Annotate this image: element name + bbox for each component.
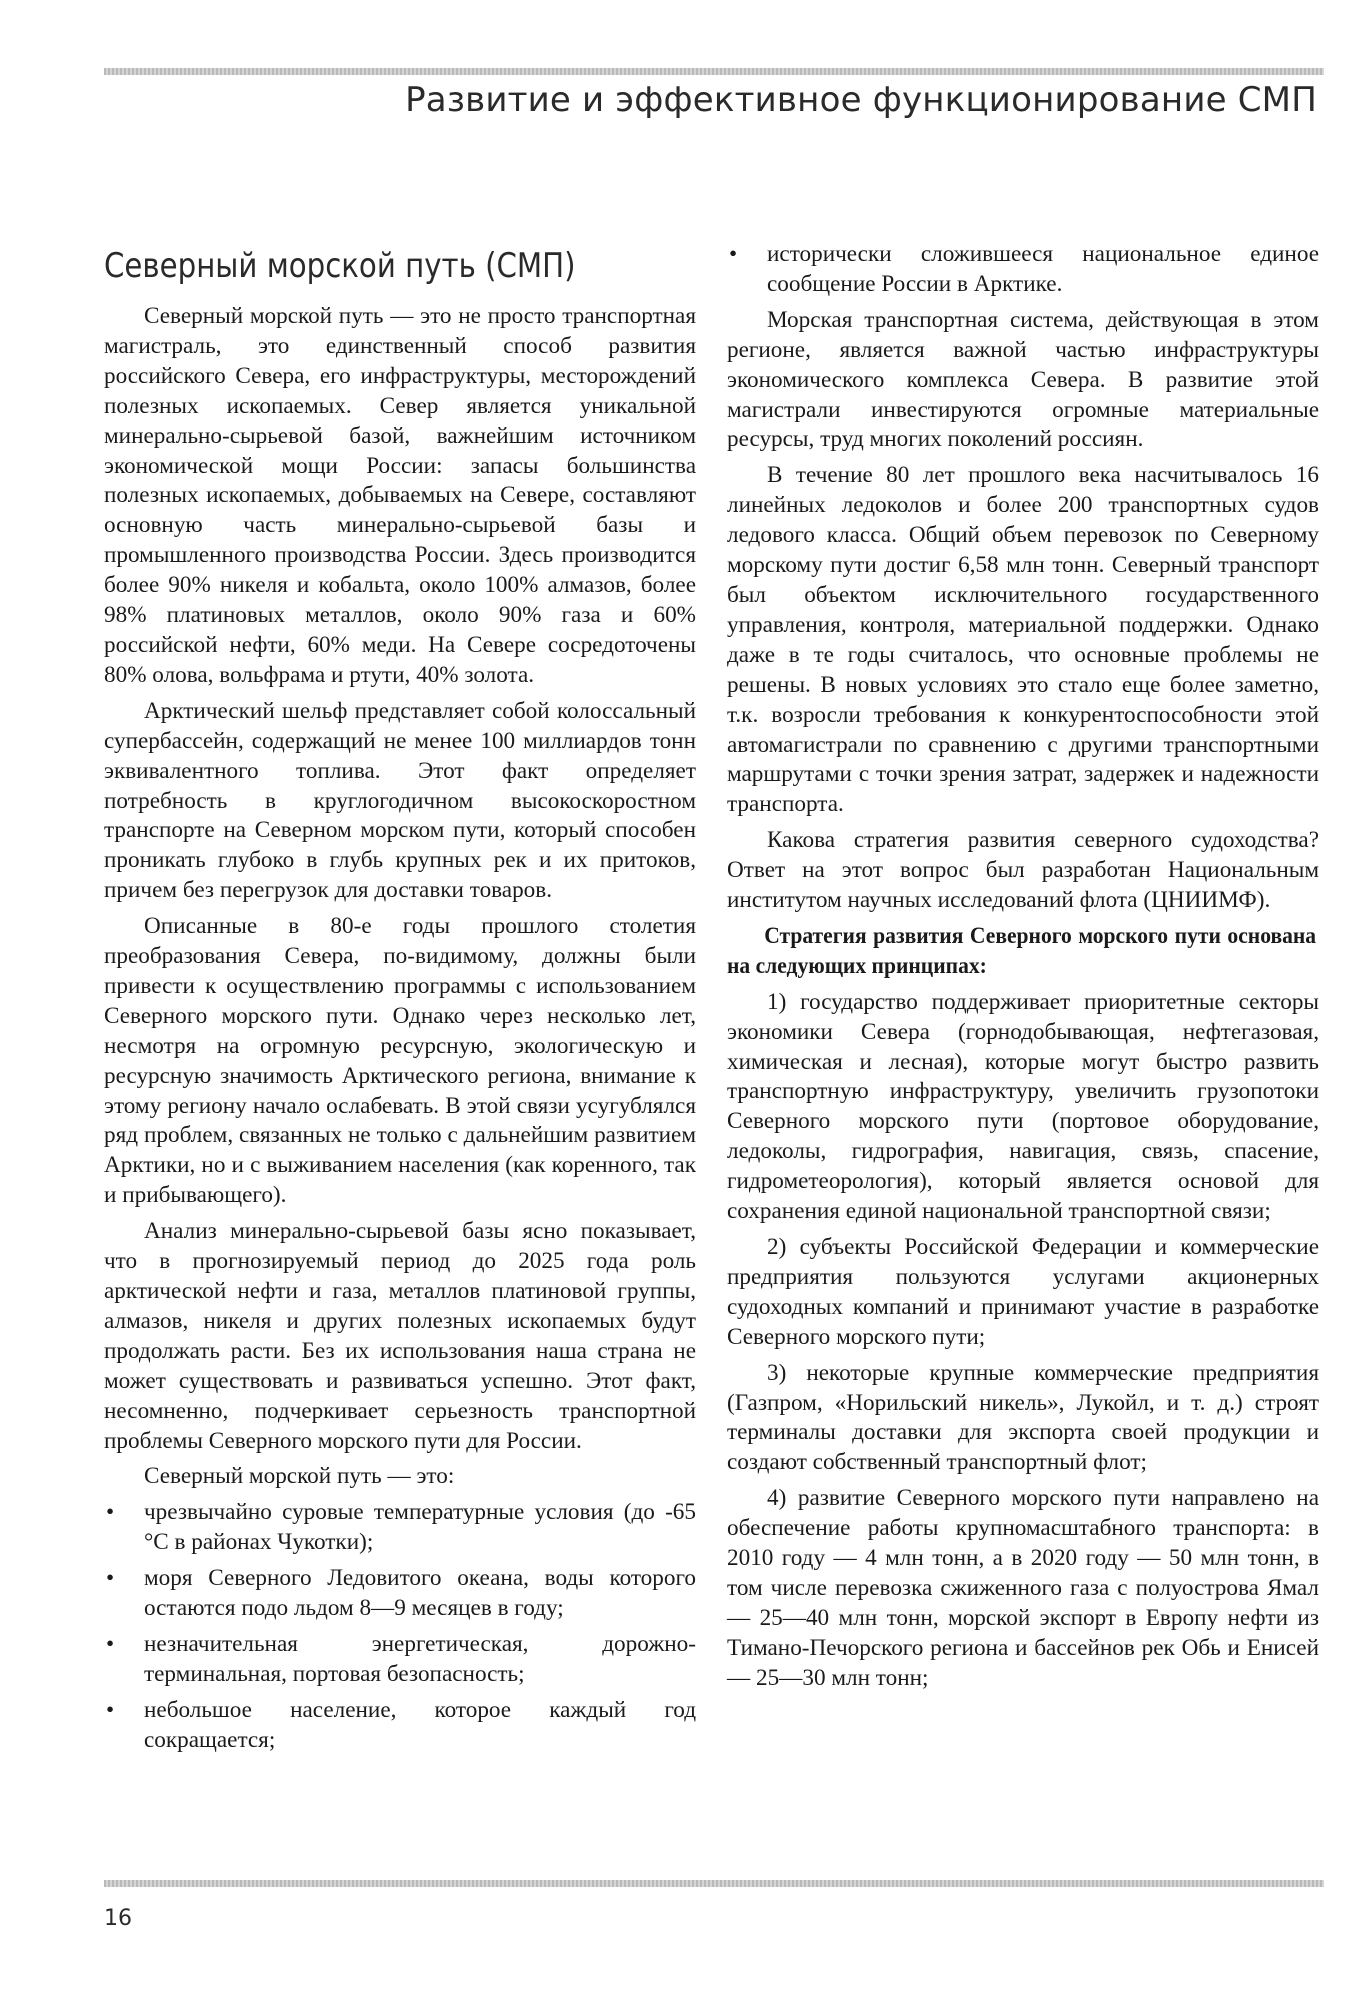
list-item (104, 1630, 696, 1690)
principle-item: 4) развитие Северного морского пути направлено на обеспечение работы крупномасштабного транспорта: в 2010 году — 4 млн тонн, а в 2020 году — 50 млн тонн, в том числе перевозка сжиженного газа с полуострова Ямал — 25—40 млн тонн, морской экспорт в Европу нефти из Тимано-Печорского региона и бассейнов рек Обь и Енисей — 25—30 млн тонн; (727, 1485, 1319, 1691)
bullet-list (104, 1498, 696, 1755)
principle-item: 3) некоторые крупные коммерческие предприятия (Газпром, «Норильский никель», Лукойл, и т. д.) строят терминалы доставки для экспорта своей продукции и создают собственный транспортный флот; (727, 1359, 1319, 1476)
list-item-text: исторически сложившееся национальное единое сообщение России в Арктике. (767, 241, 1319, 297)
bottom-rule (104, 1880, 1324, 1887)
paragraph: Арктический шельф представляет собой колоссальный супербассейн, содержащий не менее 100 миллиардов тонн эквивалентного топлива. Этот факт определяет потребность в круглогодичном высокоскоростном транспорте на Северном морском пути, который способен проникать глубоко в глубь крупных рек и их притоков, причем без перегрузок для доставки товаров. (104, 697, 696, 904)
section-title: Северный морской путь (СМП) (104, 246, 576, 286)
list-item-text: моря Северного Ледовитого океана, воды которого остаются подо льдом 8—9 месяцев в году; (144, 1565, 696, 1622)
bullet-list (727, 240, 1319, 300)
list-item (104, 1564, 696, 1624)
top-rule (104, 68, 1324, 75)
bullet-icon: • (106, 1696, 115, 1723)
list-item (727, 240, 1319, 300)
paragraph: Какова стратегия развития северного судоходства? Ответ на этот вопрос был разработан Национальным институтом научных исследований флота (ЦНИИМФ). (727, 827, 1319, 914)
list-item-text: чрезвычайно суровые температурные условия (до -65 °С в районах Чукотки); (144, 1499, 696, 1556)
bullet-icon: • (106, 1630, 115, 1657)
paragraph: Северный морской путь — это не просто транспортная магистраль, это единственный способ развития российского Севера, его инфраструктуры, месторождений полезных ископаемых. Север является уникальной минерально-сырьевой базой, важнейшим источником экономической мощи России: запасы большинства полезных ископаемых, добываемых на Севере, составляют основную часть минерально-сырьевой базы и промышленного производства России. Здесь производится более 90% никеля и кобальта, около 100% алмазов, более 98% платиновых металлов, около 90% газа и 60% российской нефти, 60% меди. На Севере сосредоточены 80% олова, вольфрама и ртути, 40% золота. (104, 303, 696, 688)
bullet-icon: • (106, 1565, 115, 1592)
list-item-text: небольшое население, которое каждый год сокращается; (144, 1696, 696, 1753)
left-column (104, 302, 696, 1762)
principle-item: 1) государство поддерживает приоритетные секторы экономики Севера (горнодобывающая, нефтегазовая, химическая и лесная), которые могут быстро развить транспортную инфраструктуру, увеличить грузопотоки Северного морского пути (портовое оборудование, ледоколы, гидрография, навигация, связь, спасение, гидрометеорология), который является основой для сохранения единой национальной транспортной связи; (727, 988, 1319, 1225)
paragraph: Морская транспортная система, действующая в этом регионе, является важной частью инфраструктуры экономического комплекса Севера. В развитие этой магистрали инвестируются огромные материальные ресурсы, труд многих поколений россиян. (727, 306, 1319, 453)
strategy-heading: Стратегия развития Северного морского пути основана на следующих принципах: (727, 922, 1317, 979)
list-item (104, 1696, 696, 1756)
bullet-icon: • (729, 241, 738, 267)
paragraph: Северный морской путь — это: (144, 1463, 455, 1490)
list-item-text: незначительная энергетическая, дорожно-терминальная, портовая безопасность; (144, 1630, 696, 1687)
bullet-icon: • (106, 1499, 115, 1526)
paragraph: Анализ минерально-сырьевой базы ясно показывает, что в прогнозируемый период до 2025 года роль арктической нефти и газа, металлов платиновой группы, алмазов, никеля и других полезных ископаемых будут продолжать расти. Без их использования наша страна не может существовать и развиваться успешно. Этот факт, несомненно, подчеркивает серьезность транспортной проблемы Северного морского пути для России. (104, 1218, 696, 1454)
right-column (727, 240, 1319, 1700)
paragraph: Описанные в 80-е годы прошлого столетия преобразования Севера, по-видимому, должны были привести к осуществлению программы с использованием Северного морского пути. Однако через несколько лет, несмотря на огромную ресурсную, экологическую и ресурсную значимость Арктического региона, внимание к этому региону начало ослабевать. В этой связи усугублялся ряд проблем, связанных не только с дальнейшим развитием Арктики, но и с выживанием населения (как коренного, так и прибывающего). (104, 913, 696, 1209)
page-number: 16 (104, 1906, 132, 1931)
principle-item: 2) субъекты Российской Федерации и коммерческие предприятия пользуются услугами акционерных судоходных компаний и принимают участие в разработке Северного морского пути; (727, 1234, 1319, 1350)
list-item (104, 1498, 696, 1558)
paragraph: В течение 80 лет прошлого века насчитывалось 16 линейных ледоколов и более 200 транспортных судов ледового класса. Общий объем перевозок по Северному морскому пути достиг 6,58 млн тонн. Северный транспорт был объектом исключительного государственного управления, контроля, материальной поддержки. Однако даже в те годы считалось, что основные проблемы не решены. В новых условиях это стало еще более заметно, т.к. возросли требования к конкурентоспособности этой автомагистрали по сравнению с другими транспортными маршрутами с точки зрения затрат, задержек и надежности транспорта. (727, 462, 1319, 818)
running-header: Развитие и эффективное функционирование СМП (405, 80, 1317, 120)
